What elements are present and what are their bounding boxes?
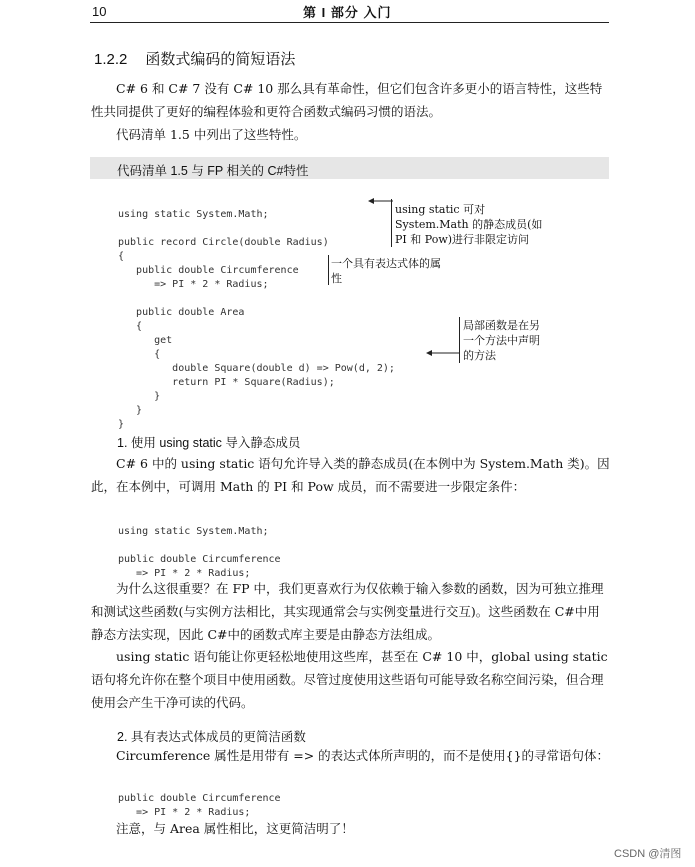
code-line: double Square(double d) => Pow(d, 2); — [118, 363, 395, 374]
code-line: using static System.Math; — [118, 209, 269, 220]
callout-using-static: using static 可对 System.Math 的静态成员(如 PI 和 Pow)进行非限定访问 — [395, 203, 543, 246]
code-line — [118, 292, 395, 306]
part2-paragraph-1: Circumference 属性是用带有 => 的表达式体所声明的，而不是使用{}的寻常语句体： — [116, 748, 610, 763]
listing-code — [118, 194, 395, 446]
code-line — [118, 539, 281, 553]
header-rule — [90, 22, 609, 23]
intro-paragraph-1: C# 6 和 C# 7 没有 C# 10 那么具有革命性，但它们包含许多更小的语言特性，这些特性共同提供了更好的编程体验和更符合函数式编码习惯的语法。 — [91, 81, 603, 119]
section-number: 1.2.2 — [94, 51, 128, 68]
code-line: { — [118, 321, 143, 332]
page-number: 10 — [92, 4, 107, 19]
code-line: public double Circumference — [118, 265, 299, 276]
watermark: CSDN @清图 — [614, 848, 682, 860]
subheading-using-static: 1. 使用 using static 导入静态成员 — [117, 436, 301, 450]
code-line: } — [118, 405, 143, 416]
callout-bar-1 — [391, 199, 392, 247]
code-line: return PI * Square(Radius); — [118, 377, 335, 388]
code-line: public record Circle(double Radius) — [118, 237, 329, 248]
running-header: 第 I 部分 入门 — [303, 5, 392, 20]
code-line: using static System.Math; — [118, 526, 269, 537]
section-title-text: 函数式编码的简短语法 — [145, 51, 296, 68]
callout-arrow-1 — [360, 194, 400, 254]
code-line: } — [118, 391, 161, 402]
code-line: { — [118, 349, 161, 360]
callout-local-function: 局部函数是在另一个方法中声明的方法 — [463, 319, 540, 362]
callout-bar-2 — [328, 255, 329, 285]
part1-paragraph-3: using static 语句能让你更轻松地使用这些库，甚至在 C# 10 中，global using static 语句将允许你在整个项目中使用函数。尽管过度使用这些语句可能导致名称空间污染，但合理使用会产生干净可读的代码。 — [91, 649, 608, 710]
part1-paragraph-2: 为什么这很重要？在 FP 中，我们更喜欢行为仅依赖于输入参数的函数，因为可独立推理和测试这些函数(与实例方法相比，其实现通常会与实例变量进行交互)。这些函数在 C#中用静态方法实现，因此 C#中的函数式库主要是由静态方法组成。 — [91, 581, 604, 642]
code-line: public double Circumference — [118, 793, 281, 804]
code-line: } — [118, 419, 125, 430]
callout-expression-body: 一个具有表达式体的属性 — [331, 257, 441, 285]
code-line: get — [118, 335, 173, 346]
code-line: public double Area — [118, 307, 245, 318]
section-title — [94, 48, 295, 69]
part2-paragraph-2: 注意，与 Area 属性相比，这更简洁明了！ — [116, 821, 354, 836]
code-line: public double Circumference — [118, 554, 281, 565]
code-line: => PI * 2 * Radius; — [118, 568, 251, 579]
listing-title: 代码清单 1.5 与 FP 相关的 C#特性 — [117, 164, 309, 178]
code-line: => PI * 2 * Radius; — [118, 279, 269, 290]
callout-bar-3 — [459, 317, 460, 363]
intro-paragraph-2: 代码清单 1.5 中列出了这些特性。 — [116, 127, 307, 142]
code-line — [118, 222, 395, 236]
code-line: => PI * 2 * Radius; — [118, 807, 251, 818]
part1-paragraph-1: C# 6 中的 using static 语句允许导入类的静态成员(在本例中为 System.Math 类)。因此，在本例中，可调用 Math 的 PI 和 Pow 成员，而不需要进一步限定条件： — [91, 456, 610, 494]
code-line: { — [118, 251, 125, 262]
subheading-expression-members: 2. 具有表达式体成员的更简洁函数 — [117, 730, 306, 744]
